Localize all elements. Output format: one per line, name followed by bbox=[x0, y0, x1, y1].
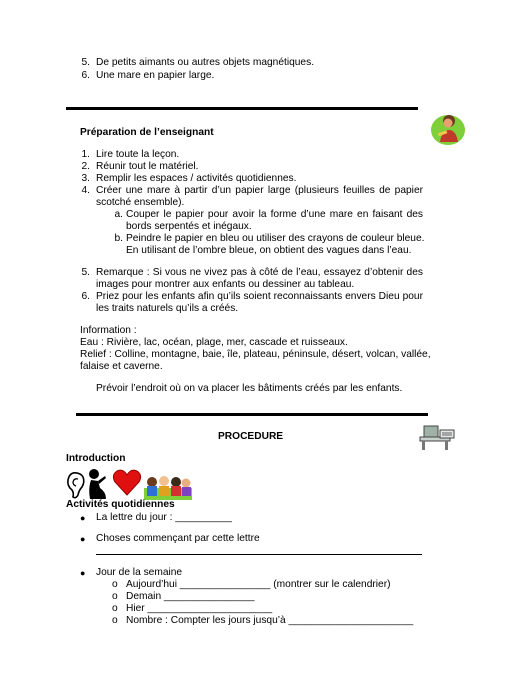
section-divider bbox=[66, 107, 418, 110]
sub-bullet-marker: o bbox=[112, 579, 118, 590]
info-relief: Relief : Colline, montagne, baie, île, plateau, péninsule, désert, volcan, vallée, bbox=[80, 349, 431, 360]
sub-list-item-continued: bords serpentés et inégaux. bbox=[126, 221, 252, 232]
sub-list-letter: b. bbox=[114, 233, 123, 244]
list-item-continued: les traits naturels qu’ils a créés. bbox=[96, 303, 239, 314]
list-item: Priez pour les enfants afin qu’ils soient reconnaissants envers Dieu pour bbox=[96, 291, 423, 302]
list-number: 2. bbox=[81, 161, 90, 172]
list-item: Créer une mare à partir d’un papier large (plusieurs feuilles de papier bbox=[96, 185, 423, 196]
list-number: 4. bbox=[81, 185, 90, 196]
list-number: 5. bbox=[81, 267, 90, 278]
sub-activity-item: Demain ________________ bbox=[126, 591, 255, 602]
list-item: Remplir les espaces / activités quotidiennes. bbox=[96, 173, 297, 184]
list-item-continued: images pour montrer aux enfants ou dessiner au tableau. bbox=[96, 279, 355, 290]
info-eau: Eau : Rivière, lac, océan, plage, mer, cascade et ruisseaux. bbox=[80, 337, 348, 348]
ear-icon bbox=[64, 470, 86, 500]
praying-figure-icon bbox=[86, 468, 110, 500]
list-item: Réunir tout le matériel. bbox=[96, 161, 199, 172]
sub-activity-item: Nombre : Compter les jours jusqu’à ______________________ bbox=[126, 615, 414, 626]
children-group-icon bbox=[144, 474, 192, 500]
list-number: 6. bbox=[81, 70, 90, 81]
sub-list-letter: a. bbox=[114, 209, 123, 220]
list-number: 5. bbox=[81, 57, 90, 68]
section-divider bbox=[76, 413, 428, 416]
teacher-icon bbox=[430, 110, 466, 148]
activity-item: La lettre du jour : __________ bbox=[96, 512, 232, 523]
sub-bullet-marker: o bbox=[112, 615, 118, 626]
list-item: Lire toute la leçon. bbox=[96, 149, 180, 160]
list-number: 6. bbox=[81, 291, 90, 302]
heart-icon bbox=[112, 468, 142, 498]
procedure-heading: PROCEDURE bbox=[218, 431, 284, 442]
sub-bullet-marker: o bbox=[112, 591, 118, 602]
list-item: Une mare en papier large. bbox=[96, 70, 215, 81]
info-relief-continued: falaise et caverne. bbox=[80, 361, 163, 372]
bullet-icon: ● bbox=[80, 568, 86, 578]
sub-activity-item: Hier ______________________ bbox=[126, 603, 273, 614]
desk-icon bbox=[418, 422, 458, 452]
info-heading: Information : bbox=[80, 325, 137, 336]
prevoir-note: Prévoir l’endroit où on va placer les bâtiments créés par les enfants. bbox=[96, 383, 403, 394]
sub-bullet-marker: o bbox=[112, 603, 118, 614]
list-number: 3. bbox=[81, 173, 90, 184]
section-heading: Préparation de l’enseignant bbox=[80, 127, 214, 138]
list-number: 1. bbox=[81, 149, 90, 160]
sub-list-item: Couper le papier pour avoir la forme d’une mare en faisant des bbox=[126, 209, 423, 220]
introduction-heading: Introduction bbox=[66, 453, 126, 464]
sub-list-item-continued: En utilisant de l’ombre bleue, on obtient des vagues dans l’eau. bbox=[126, 245, 412, 256]
activity-item: Jour de la semaine bbox=[96, 567, 183, 578]
list-item: Remarque : Si vous ne vivez pas à côté de l’eau, essayez d’obtenir des bbox=[96, 267, 423, 278]
activities-heading: Activités quotidiennes bbox=[66, 499, 175, 510]
list-item-continued: scotché ensemble). bbox=[96, 197, 185, 208]
sub-list-item: Peindre le papier en bleu ou utiliser des crayons de couleur bleue. bbox=[126, 233, 425, 244]
bullet-icon: ● bbox=[80, 513, 86, 523]
activity-item: Choses commençant par cette lettre bbox=[96, 533, 260, 544]
list-item: De petits aimants ou autres objets magnétiques. bbox=[96, 57, 315, 68]
writing-line bbox=[96, 554, 422, 555]
sub-activity-item: Aujourd’hui ________________ (montrer sur le calendrier) bbox=[126, 579, 391, 590]
bullet-icon: ● bbox=[80, 534, 86, 544]
